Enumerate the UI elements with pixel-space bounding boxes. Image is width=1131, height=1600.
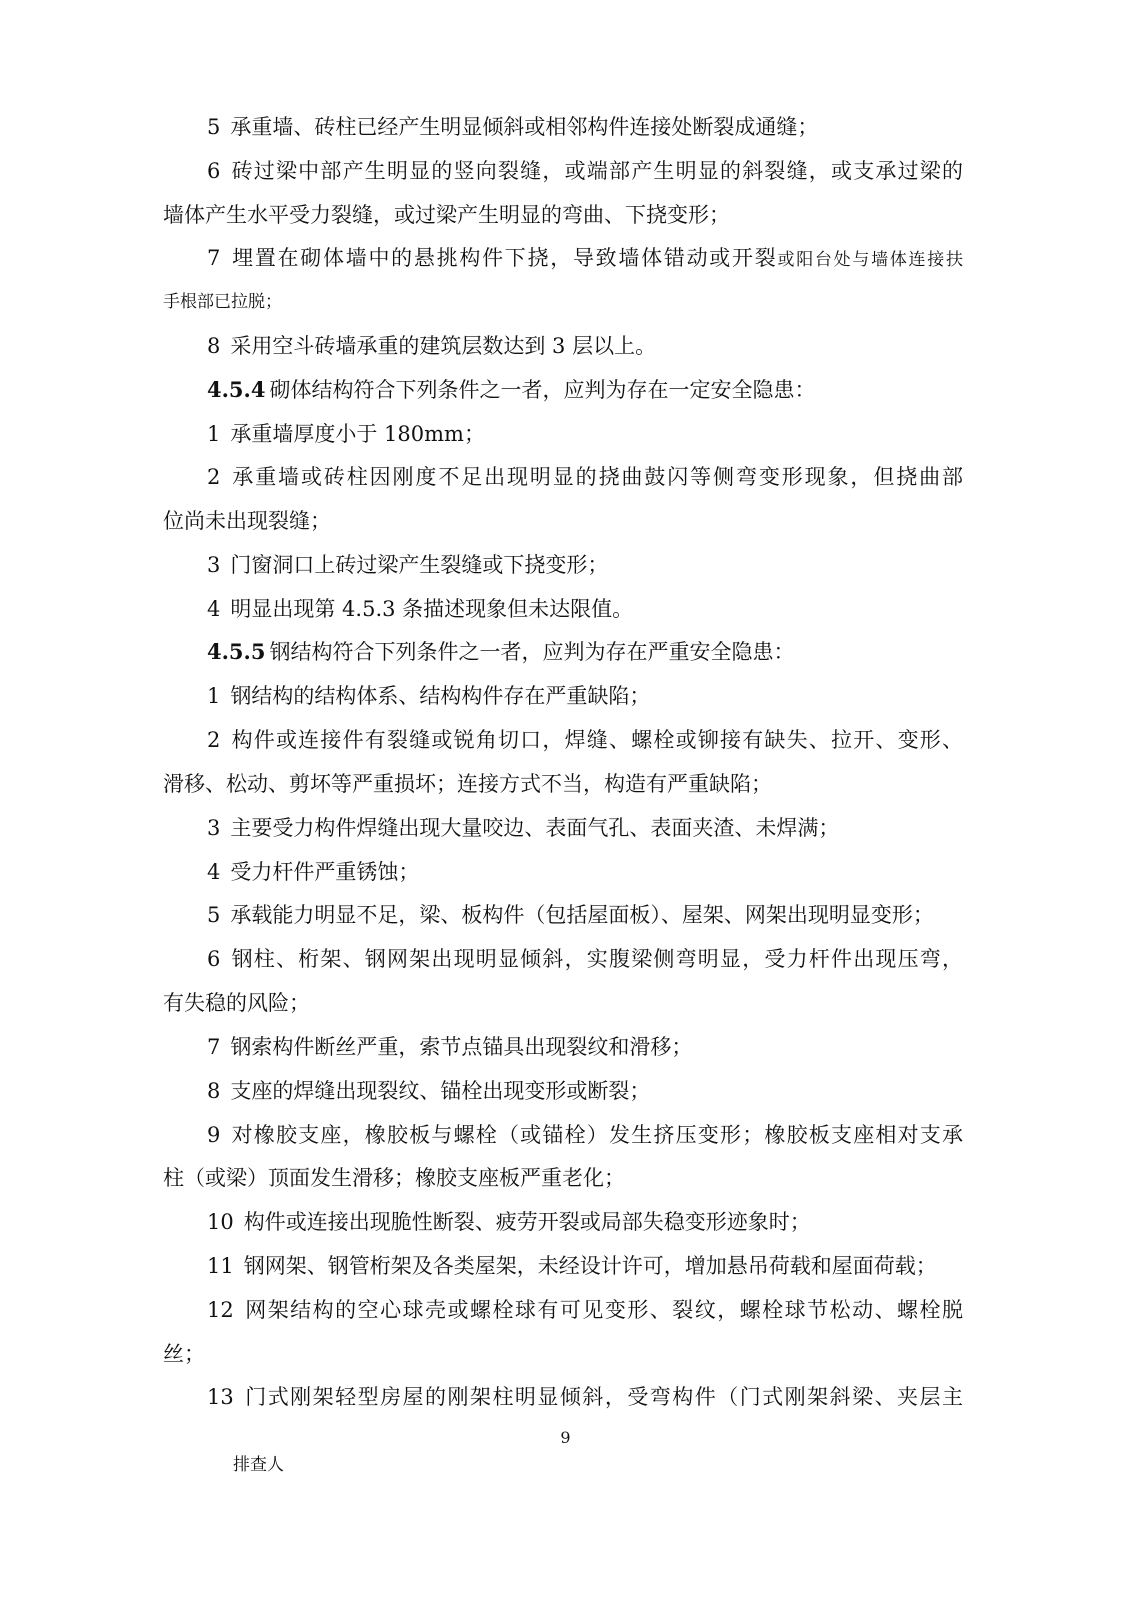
- paragraph-b-11: [207, 1246, 937, 1286]
- item-number: 6: [207, 159, 221, 183]
- paragraph-b-7: [207, 1027, 692, 1067]
- paragraph-item-7: [207, 238, 963, 278]
- page-number: 9: [560, 1428, 571, 1447]
- item-text: 滑移、松动、剪坏等严重损坏；连接方式不当，构造有严重缺陷；: [163, 772, 772, 796]
- paragraph-a-3: [207, 545, 608, 585]
- item-number: 4: [207, 860, 221, 884]
- section-4-5-5-heading: [207, 632, 794, 672]
- section-number: 4.5.5: [207, 639, 266, 664]
- item-text: 网架结构的空心球壳或螺栓球有可见变形、裂纹，螺栓球节松动、螺栓脱: [243, 1298, 963, 1322]
- item-number: 12: [207, 1298, 234, 1322]
- paragraph-b-1: [207, 676, 650, 716]
- item-text: 墙体产生水平受力裂缝，或过梁产生明显的弯曲、下挠变形；: [163, 203, 730, 227]
- paragraph-b-6-continuation: [163, 983, 310, 1023]
- item-text: 砖过梁中部产生明显的竖向裂缝，或端部产生明显的斜裂缝，或支承过梁的: [230, 159, 963, 183]
- item-text: 柱（或梁）顶面发生滑移；橡胶支座板严重老化；: [163, 1166, 625, 1190]
- paragraph-b-9-continuation: [163, 1158, 625, 1198]
- paragraph-a-2: [207, 457, 963, 497]
- item-text: 主要受力构件焊缝出现大量咬边、表面气孔、表面夹渣、未焊满；: [230, 816, 840, 840]
- item-text-small: 或阳台处与墙体连接扶: [777, 250, 964, 270]
- item-text: 采用空斗砖墙承重的建筑层数达到 3 层以上。: [230, 334, 657, 358]
- item-text: 构件或连接件有裂缝或锐角切口，焊缝、螺栓或铆接有缺失、拉开、变形、: [230, 728, 963, 752]
- paragraph-b-2: [207, 720, 963, 760]
- item-text: 承重墙厚度小于 180mm；: [230, 422, 485, 446]
- item-number: 10: [207, 1210, 234, 1234]
- paragraph-b-12-continuation: [163, 1334, 205, 1374]
- paragraph-b-4: [207, 852, 419, 892]
- section-text: 砌体结构符合下列条件之一者，应判为存在一定安全隐患：: [269, 378, 816, 402]
- item-number: 11: [207, 1254, 234, 1278]
- item-text: 明显出现第 4.5.3 条描述现象但未达限值。: [230, 597, 634, 621]
- item-text: 丝；: [163, 1342, 205, 1366]
- item-number: 4: [207, 597, 221, 621]
- item-number: 5: [207, 903, 221, 927]
- section-text: 钢结构符合下列条件之一者，应判为存在严重安全隐患：: [269, 640, 795, 664]
- item-text: 钢结构的结构体系、结构构件存在严重缺陷；: [230, 684, 651, 708]
- item-text: 钢网架、钢管桁架及各类屋架，未经设计许可，增加悬吊荷载和屋面荷载；: [243, 1254, 937, 1278]
- item-text: 承载能力明显不足，梁、板构件（包括屋面板）、屋架、网架出现明显变形；: [230, 903, 934, 927]
- paragraph-b-3: [207, 808, 839, 848]
- item-number: 3: [207, 816, 221, 840]
- item-number: 5: [207, 115, 221, 139]
- item-number: 1: [207, 684, 221, 708]
- paragraph-b-5: [207, 895, 934, 935]
- item-text: 受力杆件严重锈蚀；: [230, 860, 420, 884]
- paragraph-b-12: [207, 1290, 963, 1330]
- paragraph-b-8: [207, 1071, 650, 1111]
- section-number: 4.5.4: [207, 377, 266, 402]
- item-text: 有失稳的风险；: [163, 991, 310, 1015]
- paragraph-b-9: [207, 1115, 963, 1155]
- paragraph-b-2-continuation: [163, 764, 772, 804]
- paragraph-b-6: [207, 939, 963, 979]
- item-text: 钢索构件断丝严重，索节点锚具出现裂纹和滑移；: [230, 1035, 693, 1059]
- item-text: 支座的焊缝出现裂纹、锚栓出现变形或断裂；: [230, 1079, 651, 1103]
- paragraph-a-1: [207, 414, 485, 454]
- inspector-label: 排查人: [233, 1455, 284, 1475]
- item-text: 承重墙、砖柱已经产生明显倾斜或相邻构件连接处断裂成通缝；: [230, 115, 819, 139]
- item-text: 构件或连接出现脆性断裂、疲劳开裂或局部失稳变形迹象时；: [243, 1210, 811, 1234]
- item-number: 8: [207, 1079, 221, 1103]
- item-number: 8: [207, 334, 221, 358]
- paragraph-item-8: [207, 326, 656, 366]
- item-text: 承重墙或砖柱因刚度不足出现明显的挠曲鼓闪等侧弯变形现象，但挠曲部: [230, 465, 963, 489]
- item-number: 2: [207, 728, 221, 752]
- item-text: 手根部已拉脱；: [163, 292, 282, 312]
- item-text: 对橡胶支座，橡胶板与螺栓（或锚栓）发生挤压变形；橡胶板支座相对支承: [230, 1123, 963, 1147]
- item-number: 13: [207, 1385, 234, 1409]
- paragraph-item-5: [207, 107, 818, 147]
- paragraph-item-6-continuation: [163, 195, 730, 235]
- item-number: 1: [207, 422, 221, 446]
- section-4-5-4-heading: [207, 370, 815, 410]
- item-number: 6: [207, 947, 221, 971]
- item-text: 位尚未出现裂缝；: [163, 509, 331, 533]
- paragraph-item-7-continuation: [163, 282, 282, 322]
- item-text: 埋置在砌体墙中的悬挑构件下挠，导致墙体错动或开裂: [230, 246, 778, 270]
- item-number: 2: [207, 465, 221, 489]
- item-text: 钢柱、桁架、钢网架出现明显倾斜，实腹梁侧弯明显，受力杆件出现压弯，: [230, 947, 963, 971]
- item-text: 门窗洞口上砖过梁产生裂缝或下挠变形；: [230, 553, 609, 577]
- paragraph-b-10: [207, 1202, 811, 1242]
- paragraph-a-2-continuation: [163, 501, 331, 541]
- paragraph-b-13: [207, 1377, 963, 1417]
- item-number: 3: [207, 553, 221, 577]
- item-number: 9: [207, 1123, 221, 1147]
- item-number: 7: [207, 246, 221, 270]
- paragraph-a-4: [207, 589, 633, 629]
- item-number: 7: [207, 1035, 221, 1059]
- item-text: 门式刚架轻型房屋的刚架柱明显倾斜，受弯构件（门式刚架斜梁、夹层主: [243, 1385, 963, 1409]
- paragraph-item-6: [207, 151, 963, 191]
